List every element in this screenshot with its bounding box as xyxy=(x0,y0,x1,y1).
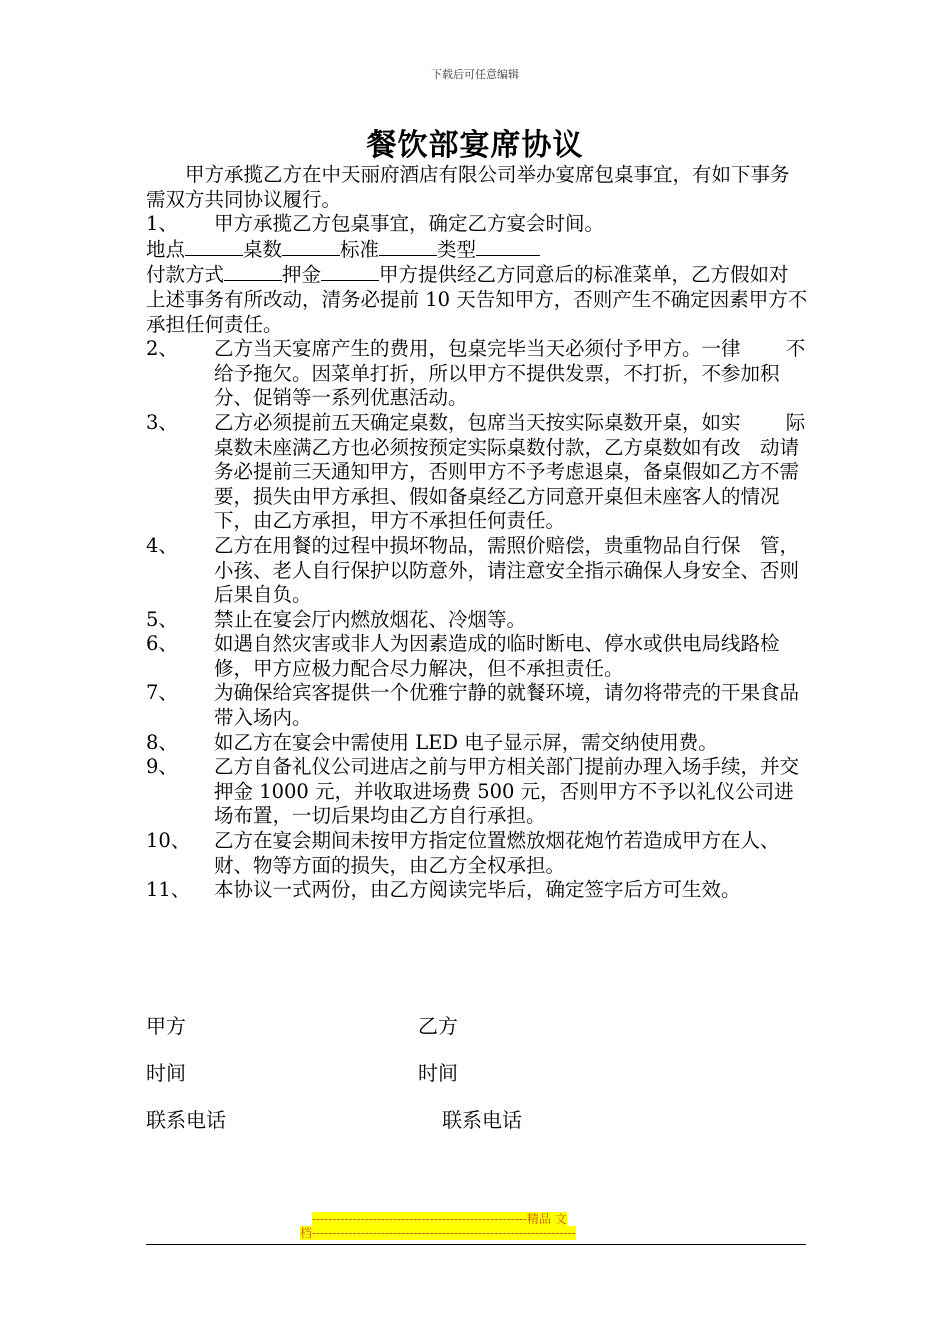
footer-rule xyxy=(146,1244,806,1245)
clause-text: 为确保给宾客提供一个优雅宁静的就餐环境，请勿将带壳的干果食品带入场内。 xyxy=(214,681,800,730)
document-title: 餐饮部宴席协议 xyxy=(366,128,584,163)
clause-6 xyxy=(146,632,808,681)
clause-text: 本协议一式两份，由乙方阅读完毕后，确定签字后方可生效。 xyxy=(214,878,741,902)
footer-note xyxy=(300,1212,650,1240)
deposit-label: 押金 xyxy=(282,263,322,287)
party-a-label: 甲方 xyxy=(146,1014,186,1038)
clause-number: 11、 xyxy=(146,878,191,902)
clause-text: 如遇自然灾害或非人为因素造成的临时断电、停水或供电局线路检修，甲方应极力配合尽力解决，但不承担责任。 xyxy=(214,632,780,680)
clause-number: 4、 xyxy=(146,533,178,557)
tables-label: 桌数 xyxy=(243,237,283,261)
clause-number: 8、 xyxy=(146,730,178,754)
payment-paragraph xyxy=(146,262,808,337)
clause-text: 禁止在宴会厅内燃放烟花、冷烟等。 xyxy=(214,607,527,631)
payment-blank xyxy=(224,262,282,281)
clause-list xyxy=(146,337,808,903)
clause-11 xyxy=(146,878,808,903)
clause-text: 乙方在用餐的过程中损坏物品，需照价赔偿，贵重物品自行保 管，小孩、老人自行保护以防意外，请注意安全指示确保人身安全、否则后果自负。 xyxy=(214,533,800,607)
clause-number: 6、 xyxy=(146,632,178,656)
standard-label: 标准 xyxy=(340,237,380,261)
clause-number: 9、 xyxy=(146,755,178,779)
clause-text: 乙方自备礼仪公司进店之前与甲方相关部门提前办理入场手续，并交押金 1000 元，并收取进场费 500 元，否则甲方不予以礼仪公司进场布置，一切后果均由乙方自行承担。 xyxy=(214,755,800,828)
place-blank xyxy=(185,237,243,256)
party-b-label: 乙方 xyxy=(418,1014,458,1038)
phone-b-label: 联系电话 xyxy=(442,1108,522,1132)
fields-line xyxy=(146,237,808,263)
clause-number: 10、 xyxy=(146,829,191,853)
time-b-label: 时间 xyxy=(418,1061,458,1085)
clause-2 xyxy=(146,337,808,411)
clause-text: 如乙方在宴会中需使用 LED 电子显示屏，需交纳使用费。 xyxy=(214,730,718,754)
menu-clause-text: 甲方提供经乙方同意后的标准菜单，乙方假如对上述事务有所改动，清务必提前 10 天告知甲方，否则产生不确定因素甲方不承担任何责任。 xyxy=(146,263,808,336)
tables-blank xyxy=(282,237,340,256)
footer-line-2: 档----------------------------------------------------------------- xyxy=(300,1226,576,1240)
phone-a-label: 联系电话 xyxy=(146,1108,226,1132)
clause-text: 乙方当天宴席产生的费用，包桌完毕当天必须付予甲方。一律 不给予拖欠。因菜单打折，所以甲方不提供发票，不打折，不参加积分、促销等一系列优惠活动。 xyxy=(214,337,806,410)
intro-paragraph: 甲方承揽乙方在中天丽府酒店有限公司举办宴席包桌事宜，有如下事务需双方共同协议履行。 xyxy=(146,163,790,211)
agreement-body xyxy=(146,163,808,903)
clause-3 xyxy=(146,411,808,534)
clause-1 xyxy=(146,212,808,237)
clause-8 xyxy=(146,731,808,756)
clause-text: 甲方承揽乙方包桌事宜，确定乙方宴会时间。 xyxy=(214,212,605,236)
type-label: 类型 xyxy=(437,237,477,261)
place-label: 地点 xyxy=(146,237,186,261)
clause-number: 5、 xyxy=(146,607,178,631)
clause-text: 乙方在宴会期间未按甲方指定位置燃放烟花炮竹若造成甲方在人、财、物等方面的损失，由乙方全权承担。 xyxy=(214,829,780,877)
type-blank xyxy=(476,237,540,256)
clause-number: 2、 xyxy=(146,337,178,361)
clause-number: 3、 xyxy=(146,410,178,434)
footer-line-1: -----------------------------------------------------精品 文 xyxy=(312,1212,567,1226)
standard-blank xyxy=(379,237,437,256)
clause-10 xyxy=(146,829,808,878)
clause-number: 7、 xyxy=(146,681,178,705)
clause-9 xyxy=(146,755,808,829)
clause-number: 1、 xyxy=(146,212,178,236)
clause-text: 乙方必须提前五天确定桌数，包席当天按实际桌数开桌，如实 际桌数未座满乙方也必须按预定实际桌数付款，乙方桌数如有改 动请务必提前三天通知甲方，否则甲方不予考虑退桌，备桌假如乙方不需要，损失由甲方承担、假如备桌经乙方同意开桌但未座客人的情况下，由乙方承担，甲方不承担任何责任。 xyxy=(214,410,806,533)
payment-label: 付款方式 xyxy=(146,263,225,287)
clause-7 xyxy=(146,681,808,730)
clause-4 xyxy=(146,534,808,608)
deposit-blank xyxy=(321,262,379,281)
page-header: 下载后可任意编辑 xyxy=(431,68,519,81)
time-a-label: 时间 xyxy=(146,1061,186,1085)
clause-5 xyxy=(146,608,808,633)
